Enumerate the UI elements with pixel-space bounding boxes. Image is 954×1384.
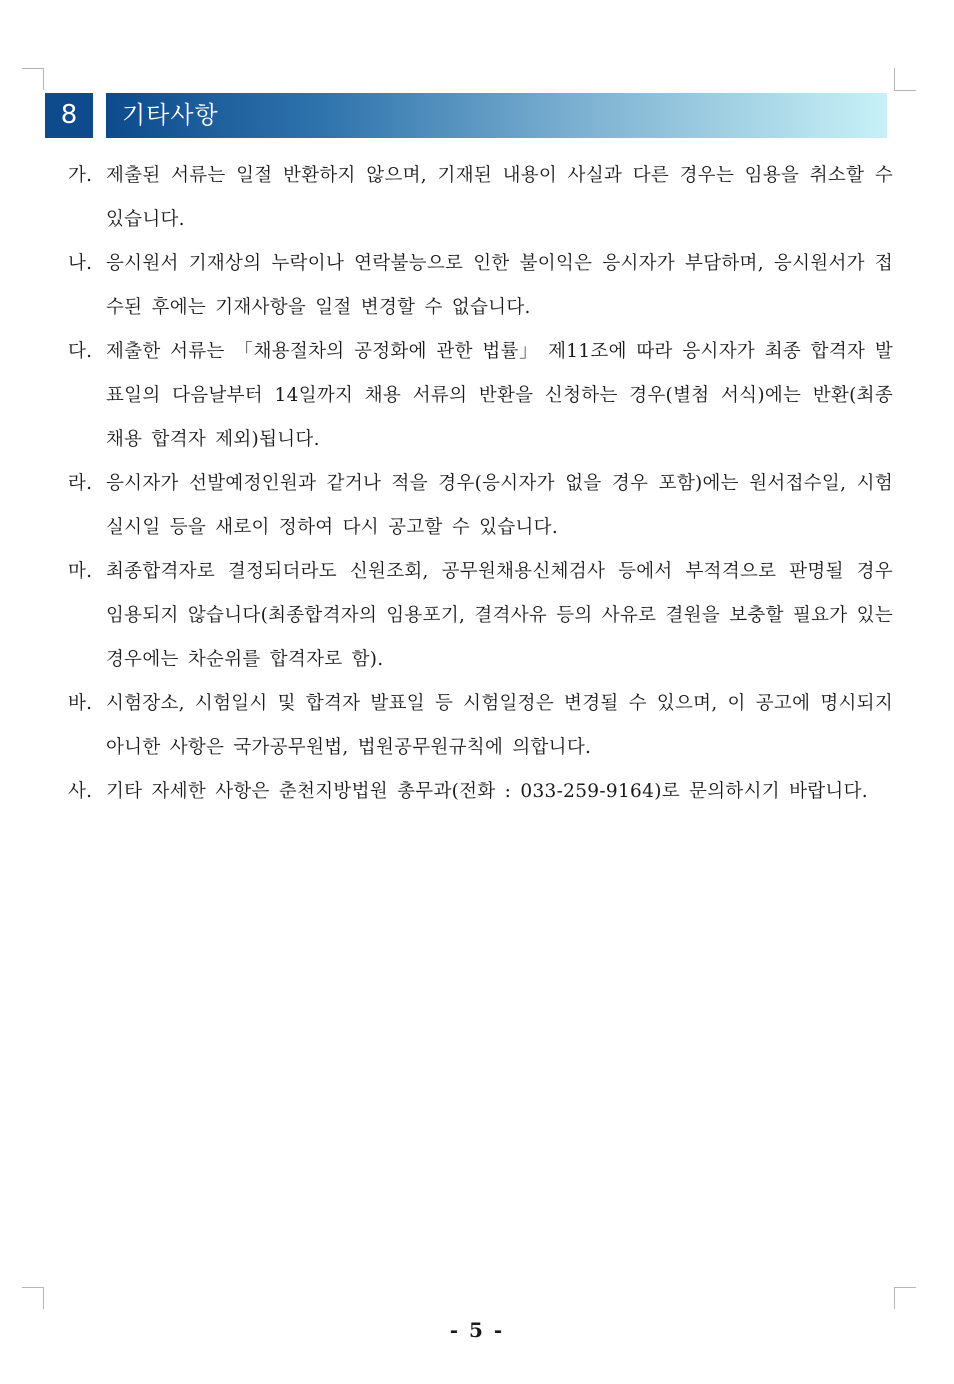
item-marker: 가.	[68, 165, 93, 186]
crop-mark-top-right-v	[894, 68, 895, 90]
section-number: 8	[45, 93, 93, 138]
notice-item-da	[68, 330, 893, 462]
section-header	[45, 93, 887, 138]
notice-item-ga	[68, 154, 893, 242]
page-number: - 5 -	[449, 1318, 505, 1342]
crop-mark-top-right-h	[894, 90, 916, 91]
item-text: 제출한 서류는 「채용절차의 공정화에 관한 법률」 제11조에 따라 응시자가 최종 합격자 발표일의 다음날부터 14일까지 채용 서류의 반환을 신청하는 경우(별첨 서식)에는 반환(최종 채용 합격자 제외)됩니다.	[106, 341, 893, 450]
crop-mark-bottom-right-v	[894, 1287, 895, 1309]
notice-item-ra	[68, 462, 893, 550]
crop-mark-bottom-left-h	[22, 1287, 44, 1288]
item-text: 응시원서 기재상의 누락이나 연락불능으로 인한 불이익은 응시자가 부담하며, 응시원서가 접수된 후에는 기재사항을 일절 변경할 수 없습니다.	[106, 253, 893, 318]
item-marker: 라.	[68, 473, 93, 494]
item-marker: 마.	[68, 561, 93, 582]
crop-mark-bottom-left-v	[43, 1287, 44, 1309]
item-text: 기타 자세한 사항은 춘천지방법원 총무과(전화 : 033-259-9164)로 문의하시기 바랍니다.	[106, 781, 868, 802]
notice-list	[68, 154, 893, 814]
crop-mark-top-left-v	[43, 68, 44, 90]
notice-item-sa	[68, 770, 893, 814]
item-text: 최종합격자로 결정되더라도 신원조회, 공무원채용신체검사 등에서 부적격으로 판명될 경우 임용되지 않습니다(최종합격자의 임용포기, 결격사유 등의 사유로 결원을 보충할 필요가 있는 경우에는 차순위를 합격자로 함).	[106, 561, 893, 670]
notice-item-ma	[68, 550, 893, 682]
notice-item-ba	[68, 682, 893, 770]
item-marker: 나.	[68, 253, 93, 274]
crop-mark-top-left-h	[22, 68, 44, 69]
notice-item-na	[68, 242, 893, 330]
item-marker: 사.	[68, 781, 93, 802]
item-text: 응시자가 선발예정인원과 같거나 적을 경우(응시자가 없을 경우 포함)에는 원서접수일, 시험실시일 등을 새로이 정하여 다시 공고할 수 있습니다.	[106, 473, 893, 538]
item-text: 제출된 서류는 일절 반환하지 않으며, 기재된 내용이 사실과 다른 경우는 임용을 취소할 수 있습니다.	[106, 165, 893, 230]
item-marker: 다.	[68, 341, 93, 362]
item-text: 시험장소, 시험일시 및 합격자 발표일 등 시험일정은 변경될 수 있으며, 이 공고에 명시되지 아니한 사항은 국가공무원법, 법원공무원규칙에 의합니다.	[106, 693, 893, 758]
section-title: 기타사항	[122, 101, 219, 129]
section-title-bar	[106, 93, 887, 138]
item-marker: 바.	[68, 693, 93, 714]
crop-mark-bottom-right-h	[894, 1287, 916, 1288]
